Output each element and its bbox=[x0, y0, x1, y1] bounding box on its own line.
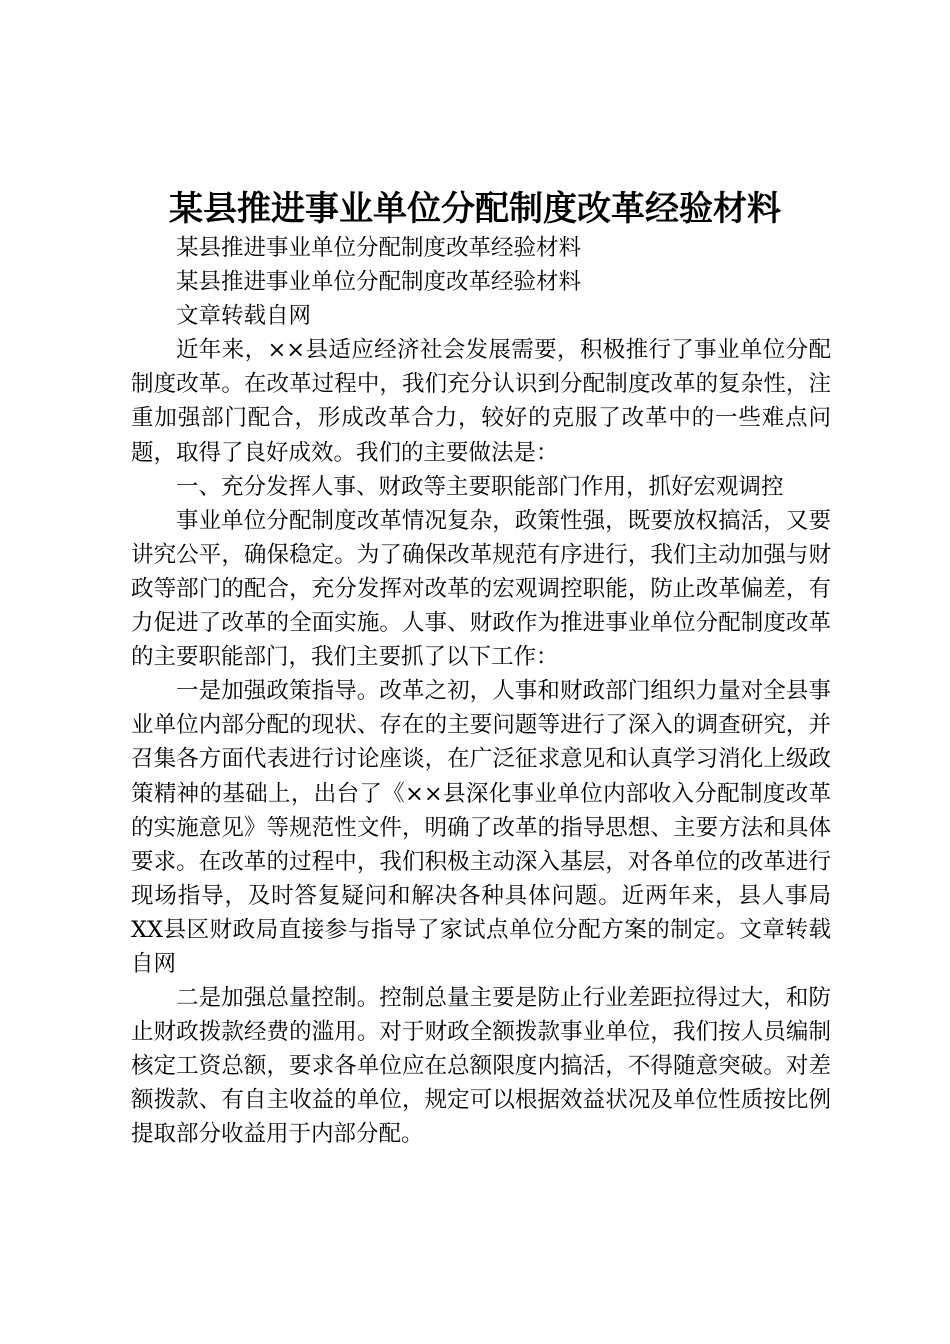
body-paragraph: 某县推进事业单位分配制度改革经验材料 bbox=[176, 235, 582, 261]
body-paragraph: 近年来，××县适应经济社会发展需要，积极推行了事业单位分配制度改革。在改革过程中，我们充分认识到分配制度改革的复杂性，注重加强部门配合，形成改革合力，较好的克服了改革中的一些难点问题，取得了良好成效。我们的主要做法是： bbox=[131, 337, 831, 466]
section-heading: 一、充分发挥人事、财政等主要职能部门作用，抓好宏观调控 bbox=[176, 473, 784, 500]
body-paragraph: 一是加强政策指导。改革之初，人事和财政部门组织力量对全县事业单位内部分配的现状、存在的主要问题等进行了深入的调查研究，并召集各方面代表进行讨论座谈，在广泛征求意见和认真学习消化上级政策精神的基础上，出台了《××县深化事业单位内部收入分配制度改革的实施意见》等规范性文件，明确了改革的指导思想、主要方法和具体要求。在改革的过程中，我们积极主动深入基层，对各单位的改革进行现场指导，及时答复疑问和解决各种具体问题。近两年来，县人事局XX县区财政局直接参与指导了家试点单位分配方案的制定。文章转载自网 bbox=[131, 678, 831, 977]
document-title: 某县推进事业单位分配制度改革经验材料 bbox=[169, 189, 781, 229]
body-paragraph: 事业单位分配制度改革情况复杂，政策性强，既要放权搞活，又要讲究公平，确保稳定。为了确保改革规范有序进行，我们主动加强与财政等部门的配合，充分发挥对改革的宏观调控职能，防止改革偏差，有力促进了改革的全面实施。人事、财政作为推进事业单位分配制度改革的主要职能部门，我们主要抓了以下工作： bbox=[131, 507, 831, 671]
document-body bbox=[131, 231, 831, 1152]
body-paragraph: 某县推进事业单位分配制度改革经验材料 bbox=[176, 269, 582, 296]
body-paragraph: 文章转载自网 bbox=[176, 303, 312, 330]
body-paragraph: 二是加强总量控制。控制总量主要是防止行业差距拉得过大，和防止财政拨款经费的滥用。对于财政全额拨款事业单位，我们按人员编制核定工资总额，要求各单位应在总额限度内搞活，不得随意突破。对差额拨款、有自主收益的单位，规定可以根据效益状况及单位性质按比例提取部分收益用于内部分配。 bbox=[131, 985, 831, 1148]
